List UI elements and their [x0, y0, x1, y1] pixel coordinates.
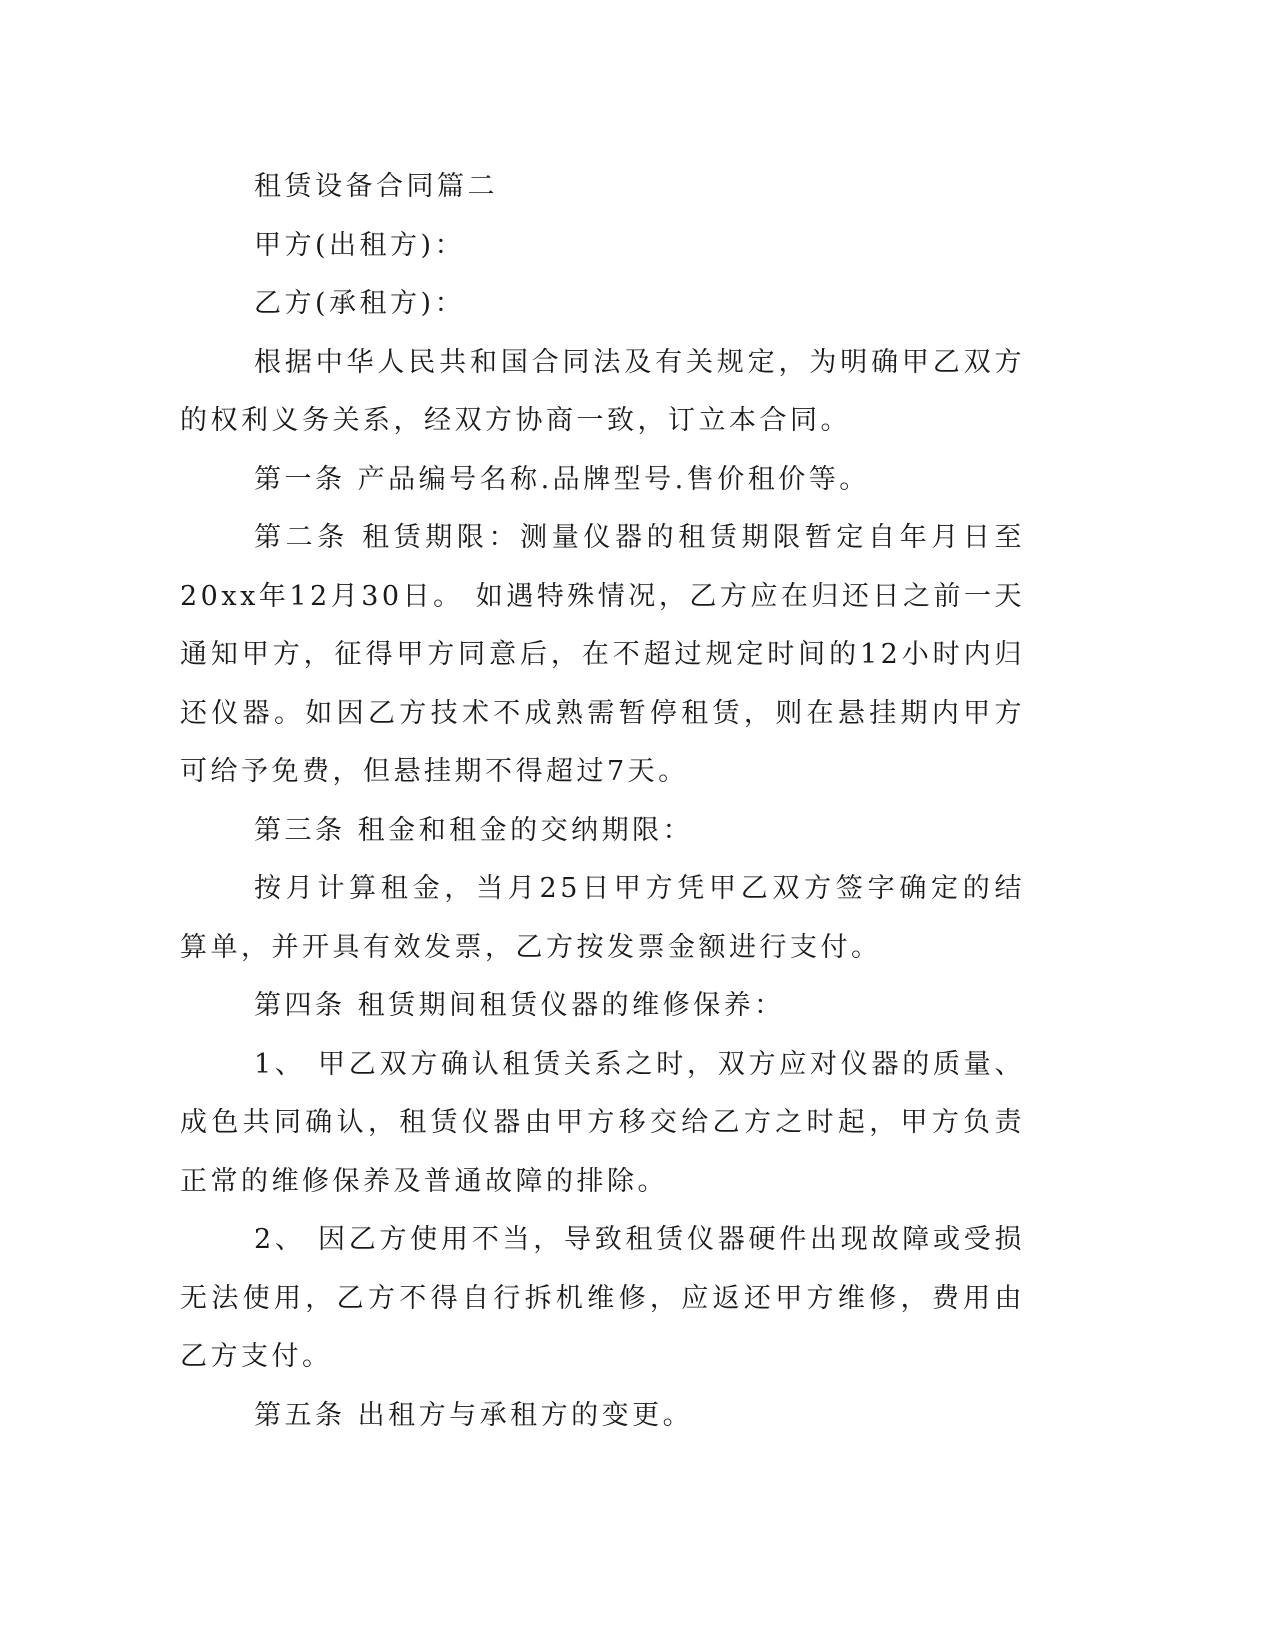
document-title: 租赁设备合同篇二 — [254, 171, 498, 202]
document-body — [180, 158, 1025, 1445]
article-4-item-2: 2、 因乙方使用不当，导致租赁仪器硬件出现故障或受损无法使用，乙方不得自行拆机维修，应返还甲方维修，费用由乙方支付。 — [180, 1224, 1025, 1372]
party-a-line: 甲方(出租方)： — [254, 229, 466, 261]
party-b-line: 乙方(承租方)： — [254, 288, 466, 319]
article-4-item-1: 1、 甲乙双方确认租赁关系之时，双方应对仪器的质量、成色共同确认，租赁仪器由甲方移交给乙方之时起，甲方负责正常的维修保养及普通故障的排除。 — [180, 1048, 1025, 1197]
article-3-paragraph: 按月计算租金，当月25日甲方凭甲乙双方签字确定的结算单，并开具有效发票，乙方按发票金额进行支付。 — [180, 873, 1025, 963]
article-4-heading: 第四条 租赁期间租赁仪器的维修保养： — [254, 990, 785, 1021]
preamble-paragraph: 根据中华人民共和国合同法及有关规定，为明确甲乙双方的权利义务关系，经双方协商一致，订立本合同。 — [180, 346, 1025, 436]
article-1-paragraph: 第一条 产品编号名称.品牌型号.售价租价等。 — [254, 463, 870, 495]
article-5-heading: 第五条 出租方与承租方的变更。 — [254, 1399, 694, 1431]
article-2-paragraph: 第二条 租赁期限：测量仪器的租赁期限暂定自年月日至20xx年12月30日。 如遇特殊情况，乙方应在归还日之前一天通知甲方，征得甲方同意后，在不超过规定时间的12小时内归还仪器。如因乙方技术不成熟需暂停租赁，则在悬挂期内甲方可给予免费，但悬挂期不得超过7天。 — [180, 522, 1025, 787]
article-3-heading: 第三条 租金和租金的交纳期限： — [254, 814, 694, 846]
